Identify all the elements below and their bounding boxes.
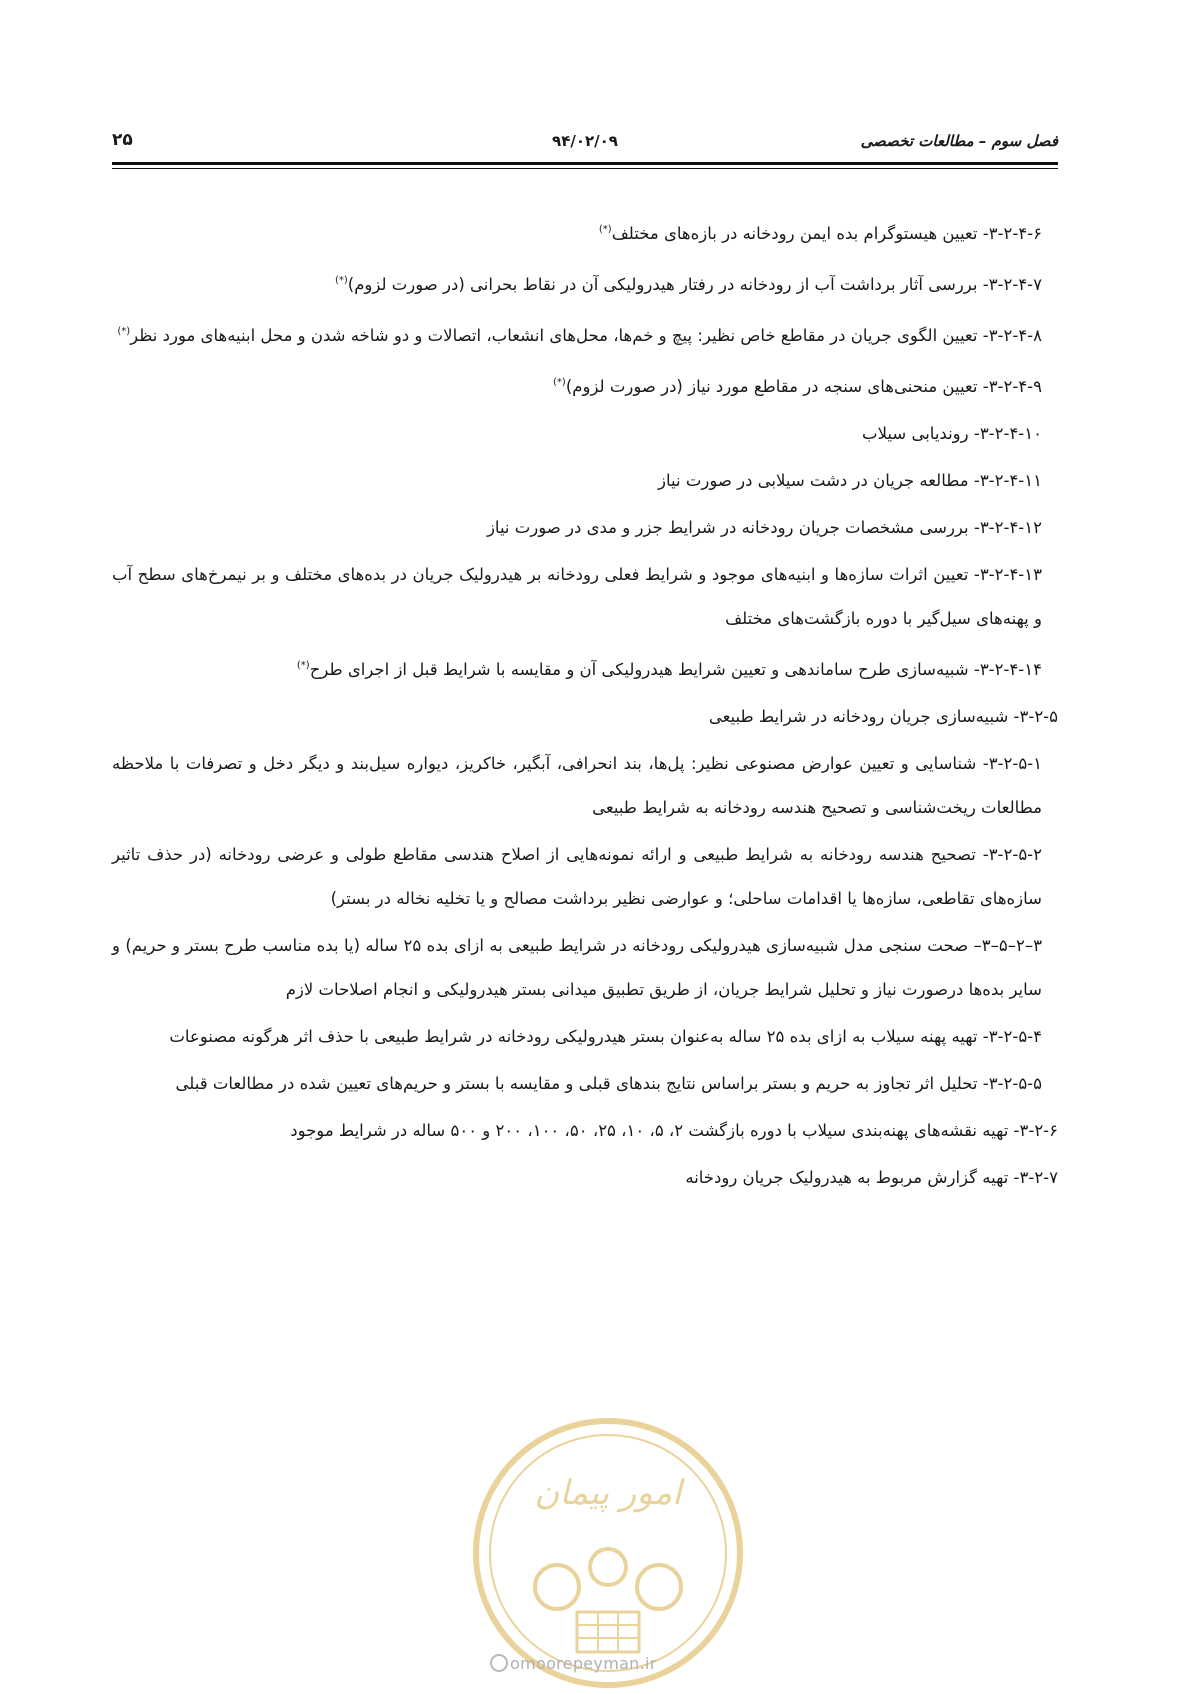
footnote-mark: (*) bbox=[296, 660, 310, 671]
chapter-title: فصل سوم – مطالعات تخصصی bbox=[860, 132, 1058, 150]
watermark-seal bbox=[467, 1412, 749, 1694]
section-item: ۳-۲-۴-۱۰- روندیابی سیلاب bbox=[862, 424, 1042, 443]
document-body bbox=[112, 208, 1058, 1203]
section-item: ۳–۲–۵–۳– صحت سنجی مدل شبیه‌سازی هیدرولیکی رودخانه در شرایط طبیعی به ازای بده ۲۵ ساله (یا بده مناسب طرح بستر و حریم) و سایر بده‌ها درصورت نیاز و تحلیل شرایط جریان، از طریق تطبیق میدانی بستر هیدرولیکی و انجام اصلاحات لازم bbox=[112, 936, 1042, 999]
header-date: ۹۴/۰۲/۰۹ bbox=[552, 132, 618, 150]
section-heading: ۳-۲-۷- تهیه گزارش مربوط به هیدرولیک جریان رودخانه bbox=[685, 1168, 1058, 1187]
section-item: ۳-۲-۴-۱۲- بررسی مشخصات جریان رودخانه در شرایط جزر و مدی در صورت نیاز bbox=[486, 518, 1042, 537]
header-rule-thin bbox=[112, 168, 1058, 169]
section-item: ۳-۲-۴-۶- تعیین هیستوگرام بده ایمن رودخانه در بازه‌های مختلف(*) bbox=[598, 224, 1042, 243]
header-rule-thick bbox=[112, 162, 1058, 165]
section-item: ۳-۲-۵-۴- تهیه پهنه سیلاب به ازای بده ۲۵ ساله به‌عنوان بستر هیدرولیکی رودخانه در شرایط طبیعی با حذف اثر هرگونه مصنوعات bbox=[169, 1027, 1042, 1046]
section-item: ۳-۲-۴-۷- بررسی آثار برداشت آب از رودخانه در رفتار هیدرولیکی آن در نقاط بحرانی (در صورت لزوم)(*) bbox=[334, 275, 1042, 294]
section-item: ۳-۲-۴-۱۳- تعیین اثرات سازه‌ها و ابنیه‌های موجود و شرایط فعلی رودخانه بر هیدرولیک جریان در بده‌های مختلف و بر نیمرخ‌های سطح آب و پهنه‌های سیل‌گیر با دوره بازگشت‌های مختلف bbox=[112, 565, 1042, 628]
section-heading: ۳-۲-۵- شبیه‌سازی جریان رودخانه در شرایط طبیعی bbox=[708, 707, 1058, 726]
section-item: ۳-۲-۴-۱۴- شبیه‌سازی طرح ساماندهی و تعیین شرایط هیدرولیکی آن و مقایسه با شرایط قبل از اجرای طرح(*) bbox=[296, 660, 1042, 679]
footnote-mark: (*) bbox=[598, 224, 612, 235]
section-item: ۳-۲-۵-۵- تحلیل اثر تجاوز به حریم و بستر براساس نتایج بندهای قبلی و مقایسه با بستر و حریم‌های تعیین شده در مطالعات قبلی bbox=[175, 1074, 1042, 1093]
section-item: ۳-۲-۵-۱- شناسایی و تعیین عوارض مصنوعی نظیر: پل‌ها، بند انحرافی، آبگیر، خاکریز، دیواره سیل‌بند و دیگر دخل و تصرفات با ملاحظه مطالعات ریخت‌شناسی و تصحیح هندسه رودخانه به شرایط طبیعی bbox=[112, 754, 1042, 817]
seal-text: امور پیمان bbox=[534, 1473, 682, 1513]
watermark-url: omoorepeyman.ir bbox=[490, 1654, 657, 1673]
section-item: ۳-۲-۴-۸- تعیین الگوی جریان در مقاطع خاص نظیر: پیچ و خم‌ها، محل‌های انشعاب، اتصالات و دو شاخه شدن و محل ابنیه‌های مورد نظر(*) bbox=[117, 326, 1042, 345]
section-heading: ۳-۲-۶- تهیه نقشه‌های پهنه‌بندی سیلاب با دوره بازگشت ۲، ۵، ۱۰، ۲۵، ۵۰، ۱۰۰، ۲۰۰ و ۵۰۰ ساله در شرایط موجود bbox=[290, 1121, 1058, 1140]
section-item: ۳-۲-۴-۹- تعیین منحنی‌های سنجه در مقاطع مورد نیاز (در صورت لزوم)(*) bbox=[553, 377, 1042, 396]
section-item: ۳-۲-۵-۲- تصحیح هندسه رودخانه به شرایط طبیعی و ارائه نمونه‌هایی از اصلاح هندسی مقاطع طولی و عرضی رودخانه (در حذف تاثیر سازه‌های تقاطعی، سازه‌ها یا اقدامات ساحلی؛ و عوارضی نظیر برداشت مصالح و یا تخلیه نخاله در بستر) bbox=[112, 845, 1042, 908]
at-sign-icon bbox=[490, 1654, 508, 1672]
footnote-mark: (*) bbox=[334, 275, 348, 286]
page-header bbox=[112, 128, 1058, 158]
footnote-mark: (*) bbox=[117, 326, 131, 337]
footnote-mark: (*) bbox=[553, 377, 566, 388]
page-number: ۲۵ bbox=[112, 130, 133, 150]
section-item: ۳-۲-۴-۱۱- مطالعه جریان در دشت سیلابی در صورت نیاز bbox=[658, 471, 1042, 490]
